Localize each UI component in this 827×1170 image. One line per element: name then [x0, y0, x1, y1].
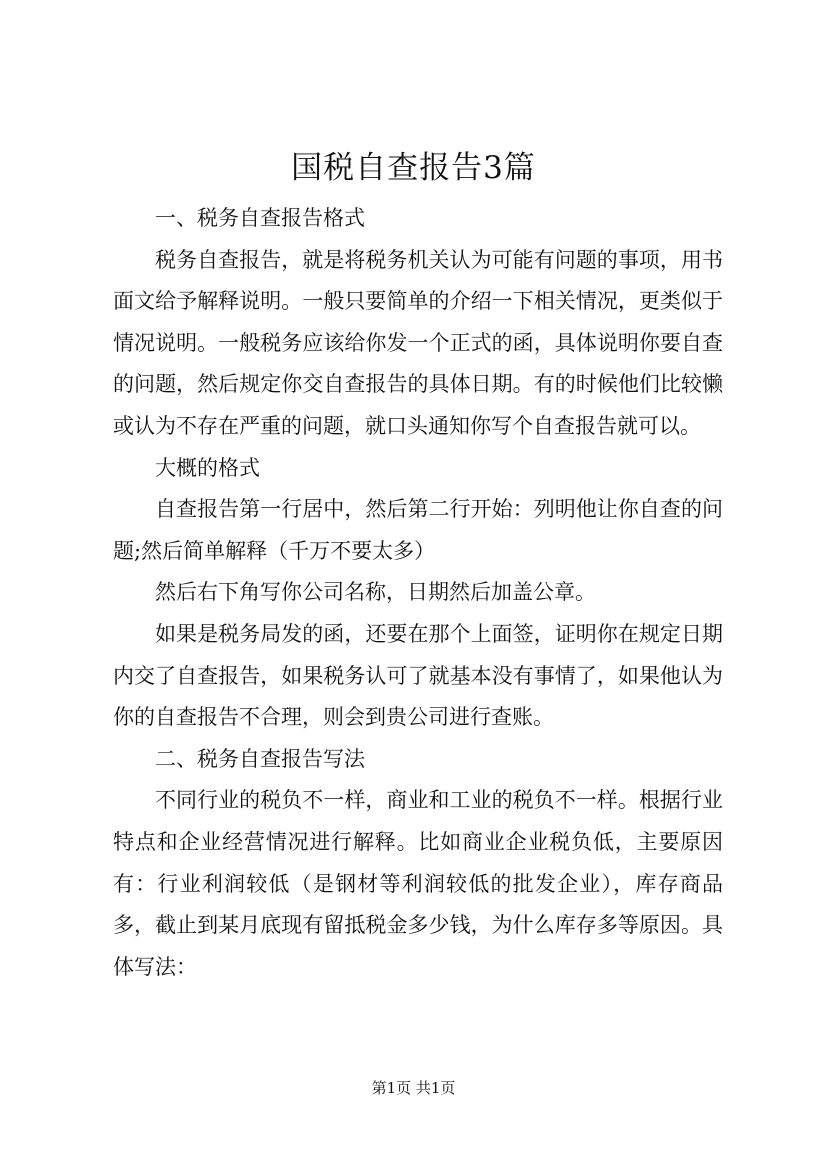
document-body [113, 198, 723, 988]
paragraph-format-layout: 自查报告第一行居中，然后第二行开始：列明他让你自查的问题;然后简单解释（千万不要太多） [113, 497, 723, 563]
paragraph-tax-bureau-letter: 如果是税务局发的函，还要在那个上面签，证明你在规定日期内交了自查报告，如果税务认可了就基本没有事情了，如果他认为你的自查报告不合理，则会到贵公司进行查账。 [113, 621, 723, 730]
paragraph-definition: 税务自查报告，就是将税务机关认为可能有问题的事项，用书面文给予解释说明。一般只要简单的介绍一下相关情况，更类似于情况说明。一般税务应该给你发一个正式的函，具体说明你要自查的问题，然后规定你交自查报告的具体日期。有的时候他们比较懒或认为不存在严重的问题，就口头通知你写个自查报告就可以。 [113, 247, 723, 438]
paragraph-company-seal: 然后右下角写你公司名称，日期然后加盖公章。 [155, 580, 596, 605]
subheading-general-format: 大概的格式 [155, 455, 260, 480]
paragraph-tax-burden: 不同行业的税负不一样，商业和工业的税负不一样。根据行业特点和企业经营情况进行解释。比如商业企业税负低，主要原因有：行业利润较低（是钢材等利润较低的批发企业），库存商品多，截止到某月底现有留抵税金多少钱，为什么库存多等原因。具体写法： [113, 788, 723, 979]
section-heading-format: 一、税务自查报告格式 [155, 206, 365, 230]
section-heading-writing: 二、税务自查报告写法 [155, 746, 365, 771]
page-number-footer: 第1页 共1页 [371, 1079, 456, 1097]
document-title: 国税自查报告3篇 [291, 150, 536, 186]
